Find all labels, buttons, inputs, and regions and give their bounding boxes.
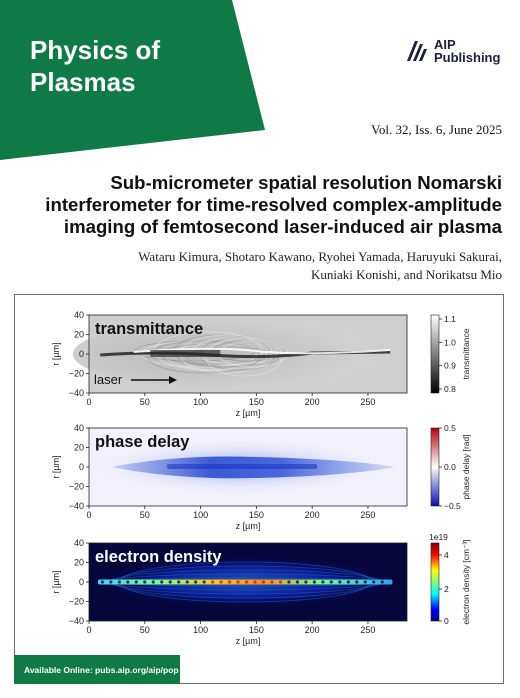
density-beads (169, 580, 172, 583)
x-tick-label: 50 (139, 397, 150, 407)
x-tick-label: 250 (360, 510, 376, 520)
journal-title-line2: Plasmas (30, 67, 136, 97)
x-tick-label: 50 (139, 510, 150, 520)
y-tick-label: −20 (68, 481, 84, 492)
x-tick-label: 250 (360, 625, 376, 635)
x-tick-label: 100 (193, 397, 209, 407)
density-beads (152, 580, 155, 583)
x-tick-label: 100 (193, 510, 209, 520)
y-tick-label: 0 (78, 462, 84, 472)
density-beads (304, 580, 307, 583)
x-tick-label: 150 (248, 625, 264, 635)
colorbar-tick-label: 0.5 (444, 423, 456, 433)
publisher-name-line2: Publishing (434, 50, 501, 65)
density-beads (381, 580, 384, 583)
density-beads (118, 580, 121, 583)
x-tick-label: 250 (360, 397, 376, 407)
density-beads (279, 580, 282, 583)
density-beads (228, 580, 231, 583)
x-tick-label: 0 (86, 397, 92, 407)
panel-label: transmittance (95, 320, 204, 338)
density-beads (270, 580, 273, 583)
density-beads (296, 580, 299, 583)
article-title-line: Sub-micrometer spatial resolution Nomarski (110, 172, 502, 193)
y-tick-label: −40 (68, 388, 84, 398)
x-axis-label: z [µm] (235, 521, 261, 531)
x-tick-label: 0 (86, 625, 92, 635)
colorbar (431, 315, 439, 393)
x-tick-label: 200 (304, 397, 320, 407)
density-beads (160, 580, 163, 583)
colorbar-tick-label: 1.1 (444, 314, 456, 324)
y-tick-label: 40 (73, 538, 84, 548)
density-beads (101, 580, 104, 583)
y-tick-label: 20 (73, 442, 84, 453)
density-beads (355, 580, 358, 583)
y-tick-label: −20 (68, 596, 84, 607)
colorbar-tick-label: 0.0 (444, 462, 456, 472)
x-axis-label: z [µm] (235, 408, 261, 418)
author-list (20, 248, 502, 284)
density-beads (194, 580, 197, 583)
density-beads (330, 580, 333, 583)
y-tick-label: 20 (73, 329, 84, 340)
density-beads (347, 580, 350, 583)
y-tick-label: −20 (68, 368, 84, 379)
density-beads (338, 580, 341, 583)
y-tick-label: 20 (73, 557, 84, 568)
density-beads (364, 580, 367, 583)
publisher-name-line1: AIP (434, 37, 456, 52)
density-beads (313, 580, 316, 583)
density-beads (211, 580, 214, 583)
y-tick-label: 40 (73, 310, 84, 320)
issue-info: Vol. 32, Iss. 6, June 2025 (371, 122, 502, 137)
panel-label: phase delay (95, 433, 190, 451)
figure-panels (15, 295, 504, 684)
density-beads (287, 580, 290, 583)
density-beads (109, 580, 112, 583)
colorbar (431, 428, 439, 506)
colorbar-offset: 1e19 (429, 532, 448, 542)
colorbar-tick-label: 0.9 (444, 360, 456, 371)
colorbar-label: phase delay [rad] (461, 434, 471, 500)
publisher-logo (404, 36, 500, 66)
colorbar-tick-label: 2 (444, 584, 449, 594)
journal-title (30, 34, 160, 98)
density-beads (236, 580, 239, 583)
y-axis-label: r [µm] (51, 570, 61, 594)
density-beads (253, 580, 256, 583)
density-beads (186, 580, 189, 583)
article-title-line: imaging of femtosecond laser-induced air plasma (63, 216, 502, 237)
author-line: Kuniaki Konishi, and Norikatsu Mio (310, 267, 502, 282)
panel-label: electron density (95, 548, 222, 566)
x-axis-label: z [µm] (235, 636, 261, 646)
x-tick-label: 200 (304, 510, 320, 520)
density-beads (135, 580, 138, 583)
colorbar-tick-label: 4 (444, 550, 449, 560)
y-axis-label: r [µm] (51, 455, 61, 479)
laser-label: laser (94, 372, 123, 387)
author-line: Wataru Kimura, Shotaro Kawano, Ryohei Yamada, Haruyuki Sakurai, (138, 249, 502, 264)
colorbar-label: transmittance (461, 328, 471, 380)
x-tick-label: 0 (86, 510, 92, 520)
article-title-line: interferometer for time-resolved complex-amplitude (45, 194, 502, 215)
x-tick-label: 150 (248, 510, 264, 520)
y-tick-label: −40 (68, 616, 84, 626)
colorbar-tick-label: 1.0 (444, 337, 456, 348)
phase-core (167, 464, 317, 469)
density-beads (220, 580, 223, 583)
density-beads (245, 580, 248, 583)
colorbar (431, 543, 439, 621)
colorbar-tick-label: 0 (444, 616, 449, 626)
y-tick-label: 0 (78, 577, 84, 587)
x-tick-label: 200 (304, 625, 320, 635)
available-online-badge[interactable]: Available Online: pubs.aip.org/aip/pop (14, 655, 180, 684)
colorbar-tick-label: −0.5 (444, 501, 461, 511)
journal-title-line1: Physics of (30, 35, 161, 65)
filament-core (150, 350, 220, 357)
density-beads (143, 580, 146, 583)
density-beads (372, 580, 375, 583)
density-beads (262, 580, 265, 583)
colorbar-tick-label: 0.8 (444, 384, 456, 394)
cover-figure (14, 294, 504, 684)
aip-logo-icon (404, 38, 430, 64)
x-tick-label: 100 (193, 625, 209, 635)
y-tick-label: 0 (78, 349, 84, 359)
y-tick-label: −40 (68, 501, 84, 511)
colorbar-label: electron density [cm⁻³] (461, 539, 471, 625)
density-beads (126, 580, 129, 583)
x-tick-label: 150 (248, 397, 264, 407)
density-beads (203, 580, 206, 583)
y-axis-label: r [µm] (51, 342, 61, 366)
density-beads (321, 580, 324, 583)
y-tick-label: 40 (73, 423, 84, 433)
x-tick-label: 50 (139, 625, 150, 635)
article-title (20, 172, 502, 238)
density-beads (177, 580, 180, 583)
